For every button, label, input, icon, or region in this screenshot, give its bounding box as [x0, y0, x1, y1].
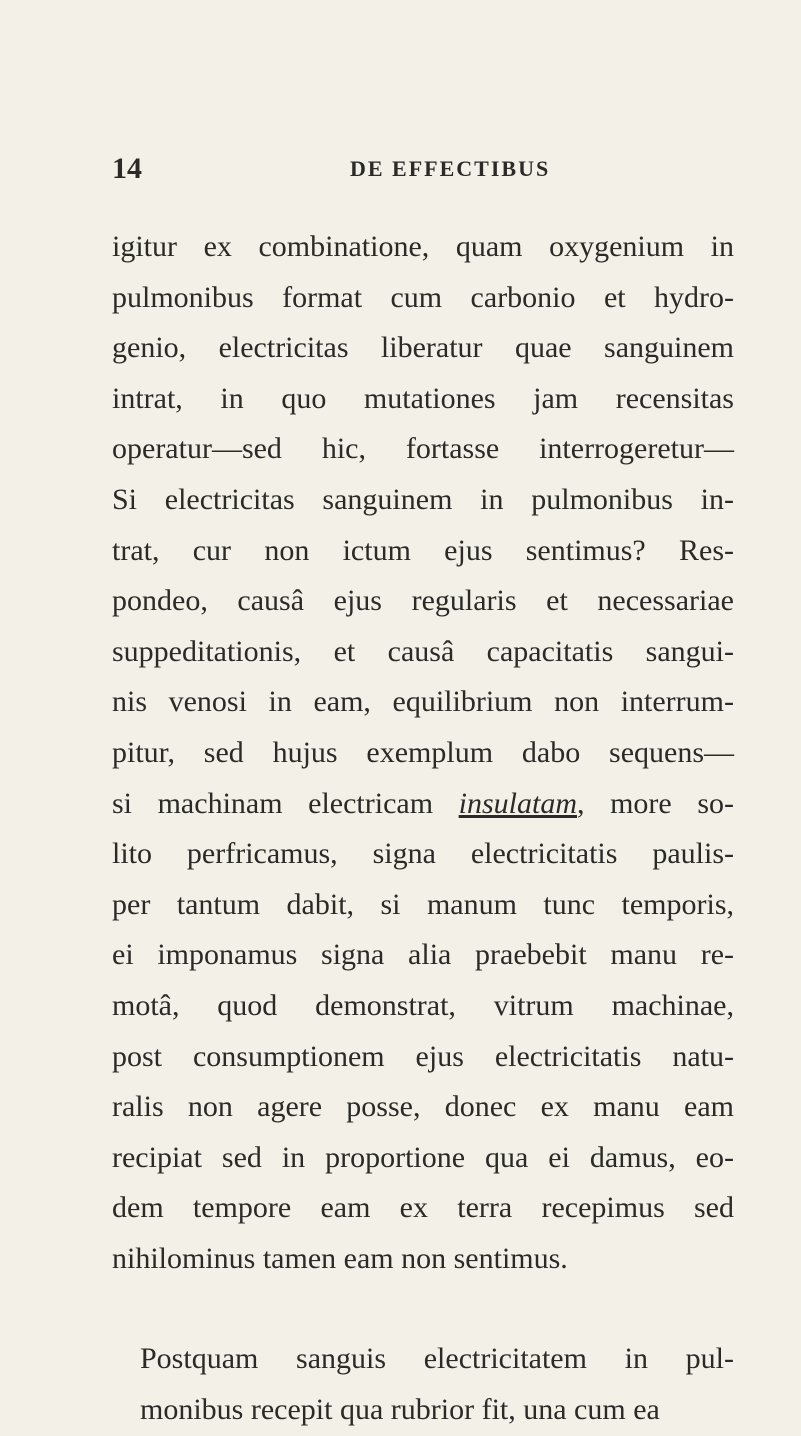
- text-line: genio, electricitas liberatur quae sanguinem: [112, 331, 734, 365]
- text-line: Postquam sanguis electricitatem in pul-: [140, 1342, 734, 1376]
- italic-word: insulatam: [458, 786, 577, 820]
- text-line: suppeditationis, et causâ capacitatis sangui-: [112, 634, 734, 668]
- paragraph-gap: [112, 1284, 734, 1334]
- text-line: ei imponamus signa alia praebebit manu re-: [112, 938, 734, 972]
- text-segment: si machinam electricam: [112, 786, 459, 820]
- text-line: post consumptionem ejus electricitatis natu-: [112, 1039, 734, 1073]
- text-line: nihilominus tamen eam non sentimus.: [112, 1241, 568, 1275]
- running-head: DE EFFECTIBUS: [350, 156, 551, 181]
- text-line: igitur ex combinatione, quam oxygenium in: [112, 230, 734, 263]
- text-line: lito perfricamus, signa electricitatis paulis-: [112, 837, 734, 871]
- text-line: pondeo, causâ ejus regularis et necessariae: [112, 584, 734, 618]
- text-line: intrat, in quo mutationes jam recensitas: [112, 381, 734, 415]
- text-line: Si electricitas sanguinem in pulmonibus in-: [112, 482, 734, 516]
- text-line: per tantum dabit, si manum tunc temporis,: [112, 887, 734, 921]
- text-line: pitur, sed hujus exemplum dabo sequens—: [112, 735, 734, 769]
- text-line: monibus recepit qua rubrior fit, una cum ea: [140, 1393, 660, 1427]
- text-line-mixed: [112, 779, 734, 830]
- page-number: 14: [112, 152, 142, 185]
- text-segment: , more so-: [577, 786, 734, 820]
- text-line: pulmonibus format cum carbonio et hydro-: [112, 280, 734, 314]
- text-line: nis venosi in eam, equilibrium non interrum-: [112, 685, 734, 719]
- text-line: operatur—sed hic, fortasse interrogeretur—: [112, 432, 734, 466]
- text-line: ralis non agere posse, donec ex manu eam: [112, 1090, 734, 1124]
- body-text: [112, 222, 734, 1436]
- text-line: trat, cur non ictum ejus sentimus? Res-: [112, 533, 734, 567]
- text-line: recipiat sed in proportione qua ei damus, eo-: [112, 1140, 734, 1174]
- text-line: motâ, quod demonstrat, vitrum machinae,: [112, 988, 734, 1022]
- text-line: dem tempore eam ex terra recepimus sed: [112, 1191, 734, 1225]
